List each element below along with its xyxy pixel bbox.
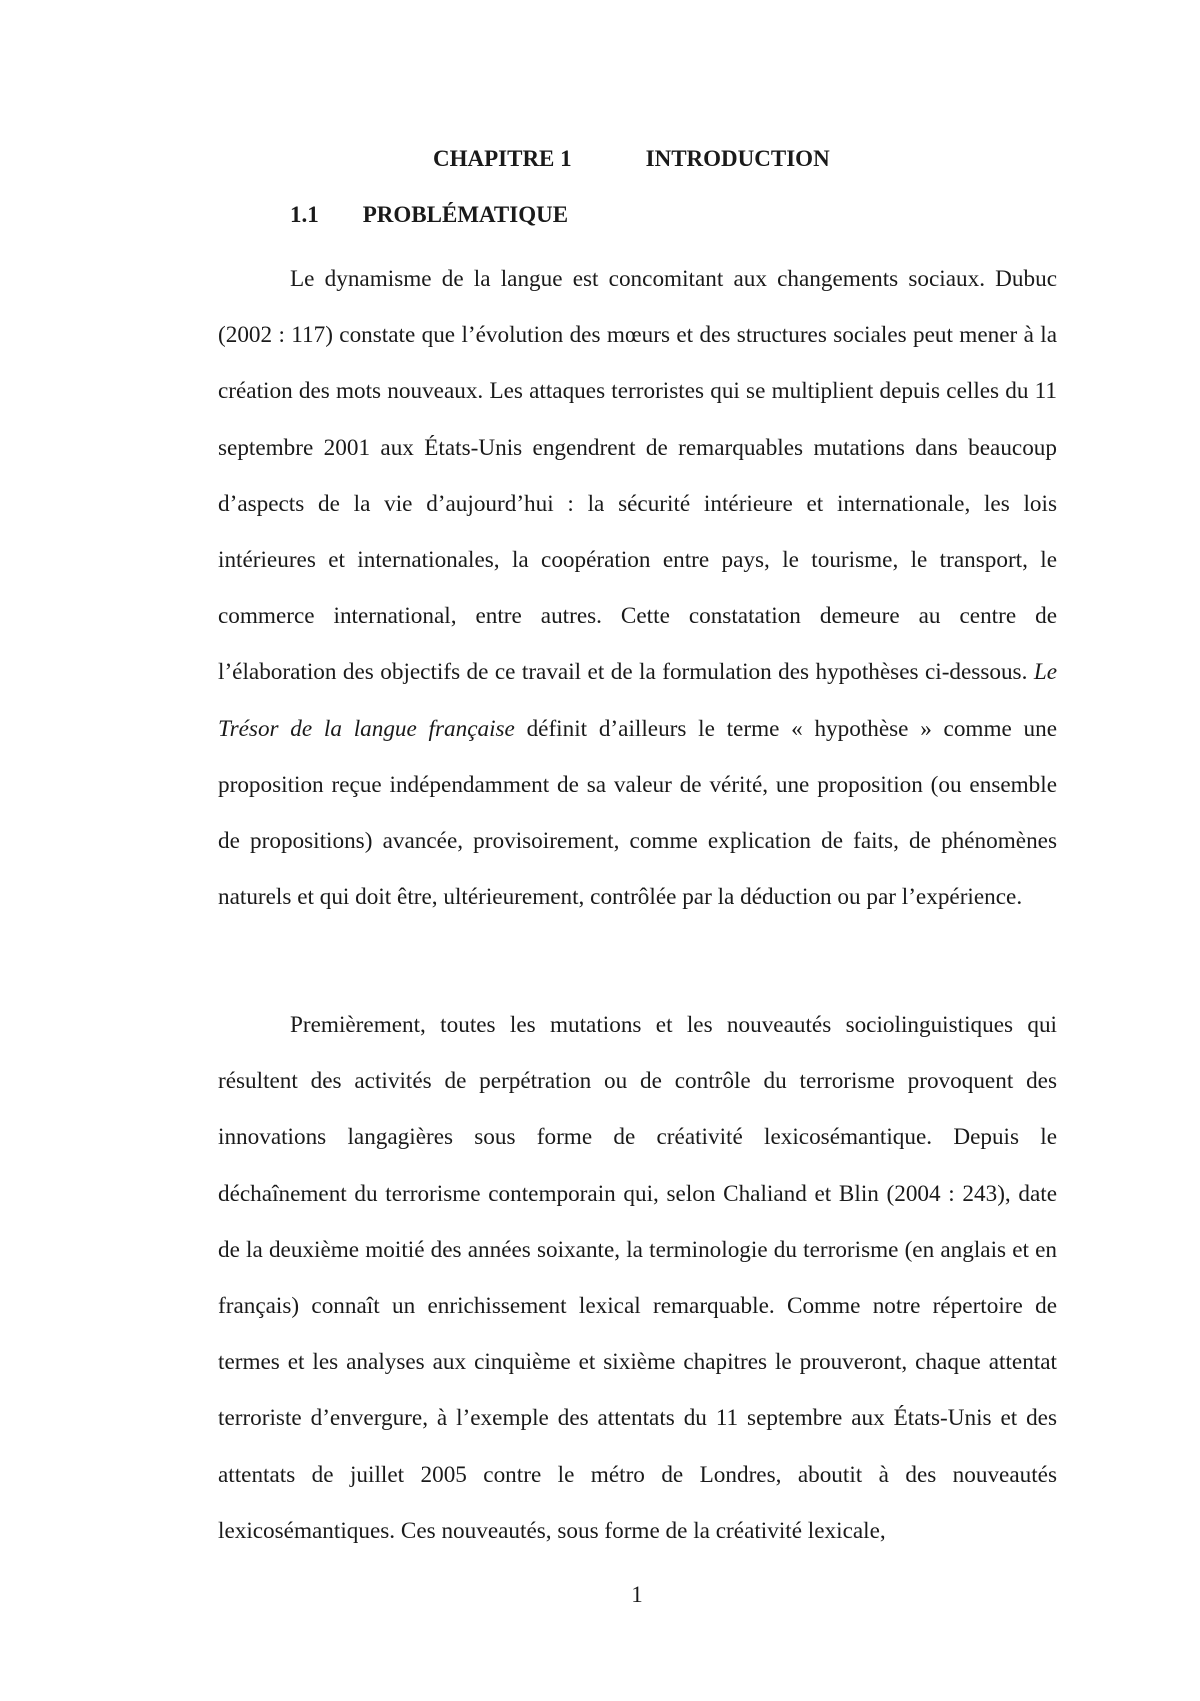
paragraph-2-block <box>218 997 1057 1559</box>
paragraph-1-block <box>218 251 1057 925</box>
paragraph-1-text-end: définit d’ailleurs le terme « hypothèse » comme une proposition reçue indépendamment de sa valeur de vérité, une proposition (ou ensemble de propositions) avancée, provisoirement, comme explication de faits, de phénomènes naturels et qui doit être, ultérieurement, contrôlée par la déduction ou par l’expérience. <box>218 715 1057 911</box>
section-title: PROBLÉMATIQUE <box>362 202 569 227</box>
chapter-title: INTRODUCTION <box>645 146 830 171</box>
section-number: 1.1 <box>290 202 319 227</box>
chapter-heading <box>433 146 830 172</box>
page-number: 1 <box>631 1582 643 1607</box>
paragraph-1-text-start: Le dynamisme de la langue est concomitant aux changements sociaux. Dubuc (2002 : 117) constate que l’évolution des mœurs et des structures sociales peut mener à la création des mots nouveaux. Les attaques terroristes qui se multiplient depuis celles du 11 septembre 2001 aux États-Unis engendrent de remarquables mutations dans beaucoup d’aspects de la vie d’aujourd’hui : la sécurité intérieure et internationale, les lois intérieures et internationales, la coopération entre pays, le tourisme, le transport, le commerce international, entre autres. Cette constatation demeure au centre de l’élaboration des objectifs de ce travail et de la formulation des hypothèses ci-dessous. <box>218 266 1057 686</box>
section-heading <box>290 202 568 228</box>
paragraph-1 <box>218 251 1057 925</box>
chapter-label: CHAPITRE 1 <box>433 146 572 171</box>
paragraph-2: Premièrement, toutes les mutations et les nouveautés sociolinguistiques qui résultent des activités de perpétration ou de contrôle du terrorisme provoquent des innovations langagières sous forme de créativité lexicosémantique. Depuis le déchaînement du terrorisme contemporain qui, selon Chaliand et Blin (2004 : 243), date de la deuxième moitié des années soixante, la terminologie du terrorisme (en anglais et en français) connaît un enrichissement lexical remarquable. Comme notre répertoire de termes et les analyses aux cinquième et sixième chapitres le prouveront, chaque attentat terroriste d’envergure, à l’exemple des attentats du 11 septembre aux États-Unis et des attentats de juillet 2005 contre le métro de Londres, aboutit à des nouveautés lexicosémantiques. Ces nouveautés, sous forme de la créativité lexicale, <box>218 1012 1057 1544</box>
book-title-italic: Le Trésor de la langue française <box>218 659 1057 742</box>
